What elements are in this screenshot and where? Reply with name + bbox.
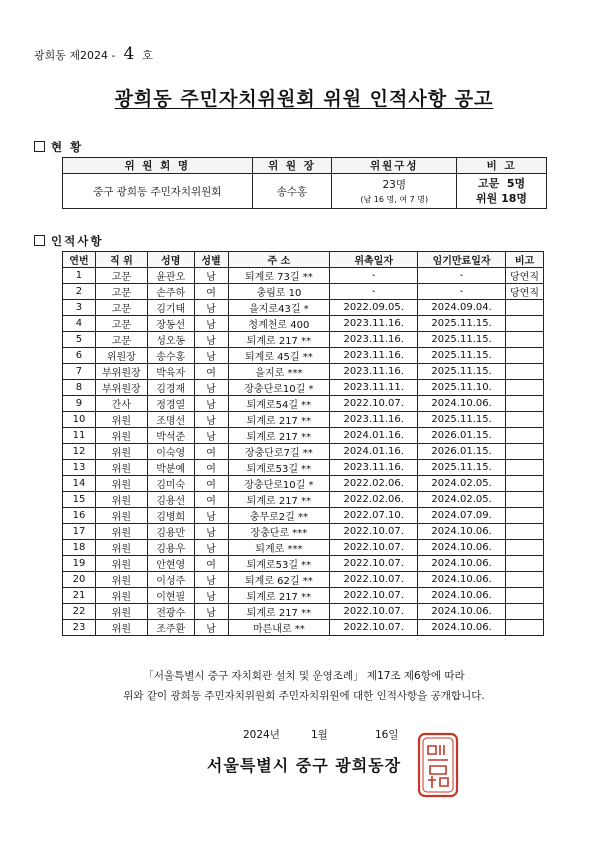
cell-term-end: 2024.10.06.	[418, 620, 506, 636]
cell-term-end: 2024.07.09.	[418, 508, 506, 524]
col-header-name: 성명	[147, 252, 194, 268]
status-table	[62, 157, 547, 209]
cell-position: 위원	[95, 412, 147, 428]
cell-address: 퇴계로 217 **	[228, 588, 330, 604]
cell-remarks	[506, 300, 544, 316]
cell-term-end: 2025.11.15.	[418, 460, 506, 476]
cell-position: 위원	[95, 620, 147, 636]
status-header-chair: 위 원 장	[252, 158, 332, 174]
composition-cell	[332, 174, 457, 209]
cell-remarks	[506, 604, 544, 620]
cell-term-end: 2025.11.15.	[418, 412, 506, 428]
cell-no: 12	[63, 444, 96, 460]
table-row	[63, 604, 544, 620]
cell-term-end: 2025.11.15.	[418, 364, 506, 380]
cell-address: 마른내로 **	[228, 620, 330, 636]
cell-gender: 남	[194, 348, 228, 364]
cell-name: 김용우	[147, 540, 194, 556]
table-row	[63, 364, 544, 380]
cell-position: 고문	[95, 284, 147, 300]
cell-remarks	[506, 428, 544, 444]
cell-name: 김병희	[147, 508, 194, 524]
cell-no: 6	[63, 348, 96, 364]
cell-no: 17	[63, 524, 96, 540]
cell-gender: 남	[194, 268, 228, 284]
cell-remarks	[506, 332, 544, 348]
cell-remarks	[506, 348, 544, 364]
cell-remarks	[506, 524, 544, 540]
cell-appointed: 2023.11.16.	[330, 316, 418, 332]
cell-gender: 남	[194, 428, 228, 444]
cell-gender: 남	[194, 604, 228, 620]
cell-no: 9	[63, 396, 96, 412]
cell-remarks	[506, 540, 544, 556]
cell-no: 2	[63, 284, 96, 300]
cell-remarks	[506, 508, 544, 524]
cell-appointed: 2024.01.16.	[330, 444, 418, 460]
note-members: 위원 18명	[476, 192, 528, 205]
cell-remarks: 당연직	[506, 268, 544, 284]
table-row	[63, 508, 544, 524]
disclosure-statement: 위와 같이 광희동 주민자치위원회 주민자치위원에 대한 인적사항을 공개합니다.	[123, 690, 485, 702]
checkbox-icon	[34, 235, 45, 246]
table-row	[63, 412, 544, 428]
cell-address: 퇴계로 217 **	[228, 604, 330, 620]
cell-remarks	[506, 460, 544, 476]
cell-term-end: 2025.11.15.	[418, 332, 506, 348]
cell-gender: 여	[194, 460, 228, 476]
cell-name: 조명선	[147, 412, 194, 428]
col-header-appointed: 위촉일자	[330, 252, 418, 268]
cell-appointed: 2022.10.07.	[330, 620, 418, 636]
cell-appointed: 2022.10.07.	[330, 540, 418, 556]
col-header-position: 직 위	[95, 252, 147, 268]
table-row	[63, 396, 544, 412]
cell-remarks	[506, 444, 544, 460]
cell-gender: 남	[194, 524, 228, 540]
table-row	[63, 540, 544, 556]
cell-gender: 남	[194, 316, 228, 332]
cell-term-end: 2026.01.15.	[418, 444, 506, 460]
cell-no: 23	[63, 620, 96, 636]
cell-appointed: 2022.10.07.	[330, 556, 418, 572]
status-header-note: 비 고	[457, 158, 547, 174]
cell-address: 퇴계로 73길 **	[228, 268, 330, 284]
cell-no: 21	[63, 588, 96, 604]
cell-term-end: 2025.11.15.	[418, 316, 506, 332]
cell-no: 5	[63, 332, 96, 348]
cell-position: 위원	[95, 492, 147, 508]
checkbox-icon	[34, 141, 45, 152]
law-reference: 「서울특별시 중구 자치회관 설치 및 운영조례」 제17조 제6항에 따라	[143, 670, 465, 682]
cell-no: 11	[63, 428, 96, 444]
cell-name: 이숙영	[147, 444, 194, 460]
table-row	[63, 588, 544, 604]
cell-gender: 남	[194, 508, 228, 524]
note-advisors: 고문 5명	[477, 177, 526, 190]
cell-name: 조주환	[147, 620, 194, 636]
cell-remarks	[506, 380, 544, 396]
col-header-address: 주 소	[228, 252, 330, 268]
cell-appointed: 2023.11.16.	[330, 364, 418, 380]
table-row	[63, 268, 544, 284]
cell-name: 김용선	[147, 492, 194, 508]
cell-position: 고문	[95, 332, 147, 348]
status-note-cell	[457, 174, 547, 209]
cell-position: 위원	[95, 540, 147, 556]
cell-no: 14	[63, 476, 96, 492]
cell-address: 퇴계로 62길 **	[228, 572, 330, 588]
cell-remarks	[506, 572, 544, 588]
table-row	[63, 428, 544, 444]
cell-address: 장충단로10길 *	[228, 380, 330, 396]
cell-remarks	[506, 476, 544, 492]
table-row	[63, 444, 544, 460]
cell-name: 김미숙	[147, 476, 194, 492]
cell-position: 위원	[95, 572, 147, 588]
cell-address: 충림로 10	[228, 284, 330, 300]
cell-address: 장충단로 ***	[228, 524, 330, 540]
cell-address: 을지로43길 *	[228, 300, 330, 316]
cell-no: 13	[63, 460, 96, 476]
cell-gender: 남	[194, 380, 228, 396]
cell-no: 3	[63, 300, 96, 316]
cell-gender: 남	[194, 396, 228, 412]
cell-position: 고문	[95, 268, 147, 284]
cell-remarks	[506, 620, 544, 636]
cell-position: 위원	[95, 556, 147, 572]
cell-position: 부위원장	[95, 364, 147, 380]
cell-term-end: 2024.10.06.	[418, 572, 506, 588]
cell-position: 위원	[95, 604, 147, 620]
cell-term-end: 2024.10.06.	[418, 604, 506, 620]
cell-gender: 여	[194, 556, 228, 572]
cell-name: 박석준	[147, 428, 194, 444]
cell-gender: 여	[194, 492, 228, 508]
cell-gender: 여	[194, 364, 228, 380]
cell-name: 김경재	[147, 380, 194, 396]
document-number	[34, 44, 153, 64]
status-header-composition: 위원구성	[332, 158, 457, 174]
cell-appointed: -	[330, 284, 418, 300]
cell-term-end: 2024.02.05.	[418, 476, 506, 492]
cell-no: 22	[63, 604, 96, 620]
cell-no: 10	[63, 412, 96, 428]
cell-address: 퇴계로53길 **	[228, 556, 330, 572]
cell-appointed: 2023.11.11.	[330, 380, 418, 396]
cell-address: 을지로 ***	[228, 364, 330, 380]
cell-name: 전광수	[147, 604, 194, 620]
cell-remarks: 당연직	[506, 284, 544, 300]
cell-no: 7	[63, 364, 96, 380]
cell-term-end: 2024.02.05.	[418, 492, 506, 508]
cell-term-end: 2024.10.06.	[418, 396, 506, 412]
cell-appointed: 2022.07.10.	[330, 508, 418, 524]
cell-appointed: 2024.01.16.	[330, 428, 418, 444]
cell-appointed: 2022.10.07.	[330, 572, 418, 588]
issuer-name: 서울특별시 중구 광희동장	[206, 756, 402, 775]
cell-appointed: -	[330, 268, 418, 284]
cell-gender: 여	[194, 476, 228, 492]
cell-remarks	[506, 492, 544, 508]
cell-gender: 남	[194, 540, 228, 556]
table-row	[63, 348, 544, 364]
cell-term-end: 2024.10.06.	[418, 524, 506, 540]
cell-appointed: 2023.11.16.	[330, 332, 418, 348]
table-row	[63, 332, 544, 348]
table-row	[63, 524, 544, 540]
cell-address: 퇴계로 217 **	[228, 428, 330, 444]
cell-position: 위원장	[95, 348, 147, 364]
cell-position: 위원	[95, 460, 147, 476]
cell-position: 위원	[95, 444, 147, 460]
cell-appointed: 2022.10.07.	[330, 524, 418, 540]
cell-gender: 남	[194, 412, 228, 428]
cell-position: 위원	[95, 508, 147, 524]
cell-no: 1	[63, 268, 96, 284]
cell-name: 안현영	[147, 556, 194, 572]
cell-gender: 남	[194, 332, 228, 348]
cell-name: 장동선	[147, 316, 194, 332]
cell-name: 박분예	[147, 460, 194, 476]
composition-breakdown: (남 16 명, 여 7 명)	[360, 195, 429, 204]
table-row	[63, 300, 544, 316]
cell-position: 위원	[95, 428, 147, 444]
page-title: 광희동 주민자치위원회 위원 인적사항 공고	[114, 88, 494, 110]
cell-remarks	[506, 588, 544, 604]
table-row	[63, 380, 544, 396]
cell-address: 퇴계로 217 **	[228, 492, 330, 508]
cell-position: 고문	[95, 300, 147, 316]
cell-no: 8	[63, 380, 96, 396]
cell-name: 김용만	[147, 524, 194, 540]
table-row	[63, 284, 544, 300]
cell-address: 퇴계로 ***	[228, 540, 330, 556]
section-heading-status: 현 황	[34, 139, 83, 155]
date-month: 1월	[311, 729, 328, 741]
col-header-gender: 성별	[194, 252, 228, 268]
composition-total: 23명	[382, 179, 406, 191]
cell-address: 장충단로7길 **	[228, 444, 330, 460]
cell-gender: 남	[194, 300, 228, 316]
cell-appointed: 2022.02.06.	[330, 492, 418, 508]
col-header-remarks: 비고	[506, 252, 544, 268]
cell-name: 이성주	[147, 572, 194, 588]
cell-term-end: 2025.11.15.	[418, 348, 506, 364]
cell-name: 윤관오	[147, 268, 194, 284]
personnel-table-body	[63, 268, 544, 636]
committee-name: 중구 광희동 주민자치위원회	[63, 174, 253, 209]
cell-no: 4	[63, 316, 96, 332]
doc-number-suffix: 호	[142, 49, 153, 62]
table-row	[63, 476, 544, 492]
col-header-no: 연번	[63, 252, 96, 268]
cell-no: 19	[63, 556, 96, 572]
table-row	[63, 572, 544, 588]
cell-gender: 남	[194, 588, 228, 604]
cell-appointed: 2023.11.16.	[330, 412, 418, 428]
cell-position: 간사	[95, 396, 147, 412]
doc-number-value: 4	[123, 44, 135, 64]
cell-appointed: 2023.11.16.	[330, 348, 418, 364]
status-header-committee: 위 원 회 명	[63, 158, 253, 174]
doc-number-prefix: 광희동 제2024 -	[34, 49, 116, 62]
cell-appointed: 2022.10.07.	[330, 396, 418, 412]
cell-term-end: 2024.10.06.	[418, 588, 506, 604]
cell-position: 위원	[95, 524, 147, 540]
cell-position: 위원	[95, 476, 147, 492]
cell-address: 퇴계로 217 **	[228, 412, 330, 428]
cell-position: 위원	[95, 588, 147, 604]
cell-gender: 여	[194, 284, 228, 300]
section-heading-personnel: 인적사항	[34, 233, 103, 249]
cell-appointed: 2022.09.05.	[330, 300, 418, 316]
cell-address: 장충단로10길 *	[228, 476, 330, 492]
cell-term-end: 2024.09.04.	[418, 300, 506, 316]
cell-name: 박육자	[147, 364, 194, 380]
cell-name: 성오동	[147, 332, 194, 348]
cell-address: 퇴계로 217 **	[228, 332, 330, 348]
table-row	[63, 556, 544, 572]
official-seal-icon	[417, 732, 459, 798]
cell-address: 퇴계로53길 **	[228, 460, 330, 476]
cell-no: 20	[63, 572, 96, 588]
cell-address: 충무로2길 **	[228, 508, 330, 524]
cell-name: 송수홍	[147, 348, 194, 364]
cell-name: 이현필	[147, 588, 194, 604]
personnel-table	[62, 251, 544, 636]
date-year: 2024년	[243, 729, 280, 741]
cell-no: 18	[63, 540, 96, 556]
table-row	[63, 460, 544, 476]
cell-term-end: -	[418, 284, 506, 300]
cell-gender: 남	[194, 572, 228, 588]
cell-name: 정경열	[147, 396, 194, 412]
table-row	[63, 620, 544, 636]
cell-term-end: 2025.11.10.	[418, 380, 506, 396]
date-day: 16일	[375, 729, 399, 741]
cell-term-end: 2024.10.06.	[418, 556, 506, 572]
cell-term-end: -	[418, 268, 506, 284]
cell-appointed: 2022.02.06.	[330, 476, 418, 492]
cell-address: 퇴계로 45길 **	[228, 348, 330, 364]
cell-remarks	[506, 396, 544, 412]
cell-name: 김기태	[147, 300, 194, 316]
cell-remarks	[506, 364, 544, 380]
cell-position: 고문	[95, 316, 147, 332]
cell-term-end: 2026.01.15.	[418, 428, 506, 444]
table-row	[63, 492, 544, 508]
cell-term-end: 2024.10.06.	[418, 540, 506, 556]
cell-remarks	[506, 316, 544, 332]
cell-no: 15	[63, 492, 96, 508]
cell-appointed: 2022.10.07.	[330, 588, 418, 604]
cell-remarks	[506, 412, 544, 428]
cell-position: 부위원장	[95, 380, 147, 396]
cell-gender: 여	[194, 444, 228, 460]
cell-gender: 남	[194, 620, 228, 636]
cell-name: 손주하	[147, 284, 194, 300]
cell-appointed: 2022.10.07.	[330, 604, 418, 620]
table-row	[63, 316, 544, 332]
cell-address: 청계천로 400	[228, 316, 330, 332]
cell-remarks	[506, 556, 544, 572]
cell-address: 퇴계로54길 **	[228, 396, 330, 412]
cell-no: 16	[63, 508, 96, 524]
cell-appointed: 2023.11.16.	[330, 460, 418, 476]
chair-name: 송수홍	[252, 174, 332, 209]
col-header-term-end: 임기만료일자	[418, 252, 506, 268]
